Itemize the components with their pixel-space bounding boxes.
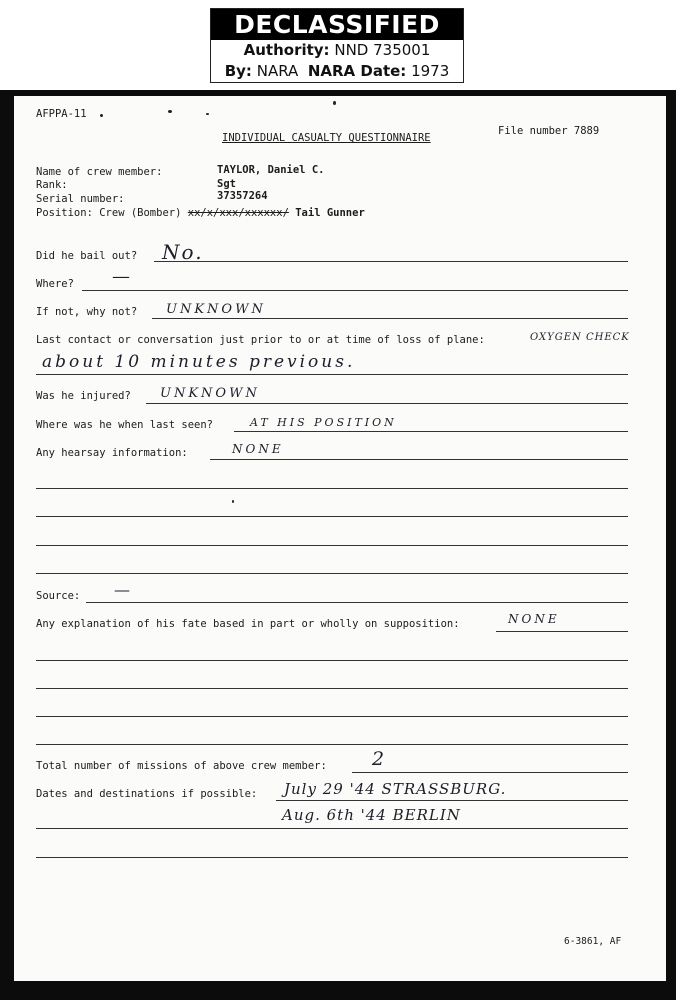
question-dates-destinations: Dates and destinations if possible: <box>36 788 258 800</box>
answer-why-not: UNKNOWN <box>166 302 266 317</box>
question-where: Where? <box>36 278 74 290</box>
question-bail-out: Did he bail out? <box>36 250 138 262</box>
answer-line <box>154 261 628 262</box>
blank-line <box>36 545 628 546</box>
blank-line <box>36 688 628 689</box>
dust-speck <box>232 500 234 503</box>
answer-missions: 2 <box>372 748 387 770</box>
position-struck-out: xx/x/xxx/xxxxxx/ <box>187 207 289 219</box>
rank-value: Sgt <box>217 178 236 190</box>
answer-line <box>36 374 628 375</box>
stamp-authority: Authority: NND 735001 <box>243 41 431 59</box>
answer-where-last-seen: AT HIS POSITION <box>250 416 397 429</box>
form-footer-code: 6-3861, AF <box>564 936 622 947</box>
answer-bail-out: No. <box>162 240 204 264</box>
blank-line <box>36 573 628 574</box>
question-last-contact: Last contact or conversation just prior to or at time of loss of plane: <box>36 334 485 346</box>
answer-injured: UNKNOWN <box>160 386 260 401</box>
answer-hearsay: NONE <box>232 442 284 456</box>
question-hearsay: Any hearsay information: <box>36 447 188 459</box>
answer-line <box>210 459 628 460</box>
answer-line <box>146 403 628 404</box>
answer-line <box>496 631 628 632</box>
question-why-not: If not, why not? <box>36 306 138 318</box>
position-label: Position: Crew (Bomber) xx/x/xxx/xxxxxx/ Tail Gunner <box>36 207 365 219</box>
blank-line <box>36 716 628 717</box>
serial-label: Serial number: <box>36 193 125 205</box>
form-code: AFPPA-11 <box>36 108 87 120</box>
serial-value: 37357264 <box>217 190 268 202</box>
dust-speck <box>168 110 172 113</box>
dust-speck <box>333 101 336 105</box>
stamp-by-date: By: NARA NARA Date: 1973 <box>224 62 450 80</box>
question-where-last-seen: Where was he when last seen? <box>36 419 214 431</box>
answer-where: — <box>112 266 136 287</box>
form-title: INDIVIDUAL CASUALTY QUESTIONNAIRE <box>222 132 431 144</box>
answer-last-contact-1: OXYGEN CHECK <box>530 332 630 343</box>
question-explanation: Any explanation of his fate based in part or wholly on supposition: <box>36 618 460 630</box>
question-missions: Total number of missions of above crew member: <box>36 760 327 772</box>
rank-label: Rank: <box>36 179 68 191</box>
declassified-stamp <box>210 8 464 83</box>
blank-line <box>36 828 628 829</box>
answer-dates-2: Aug. 6th '44 BERLIN <box>282 806 461 824</box>
answer-line <box>234 431 628 432</box>
question-source: Source: <box>36 590 81 602</box>
blank-line <box>36 660 628 661</box>
stamp-title: DECLASSIFIED <box>211 9 463 40</box>
answer-line <box>152 318 628 319</box>
blank-line <box>36 488 628 489</box>
answer-line <box>86 602 628 603</box>
position-value: Tail Gunner <box>295 207 365 219</box>
question-injured: Was he injured? <box>36 390 131 402</box>
answer-dates-1: July 29 '44 STRASSBURG. <box>284 780 507 798</box>
answer-source: — <box>114 580 136 599</box>
name-value: TAYLOR, Daniel C. <box>217 164 325 176</box>
dust-speck <box>206 113 209 115</box>
blank-line <box>36 744 628 745</box>
blank-line <box>36 516 628 517</box>
blank-line <box>36 857 628 858</box>
answer-line <box>82 290 628 291</box>
casualty-questionnaire-page <box>14 96 666 981</box>
answer-last-contact-2: about 10 minutes previous. <box>42 352 356 372</box>
dust-speck <box>100 114 103 117</box>
name-label: Name of crew member: <box>36 166 163 178</box>
answer-explanation: NONE <box>508 612 560 626</box>
file-number: File number 7889 <box>498 125 600 137</box>
answer-line <box>276 800 628 801</box>
answer-line <box>352 772 628 773</box>
